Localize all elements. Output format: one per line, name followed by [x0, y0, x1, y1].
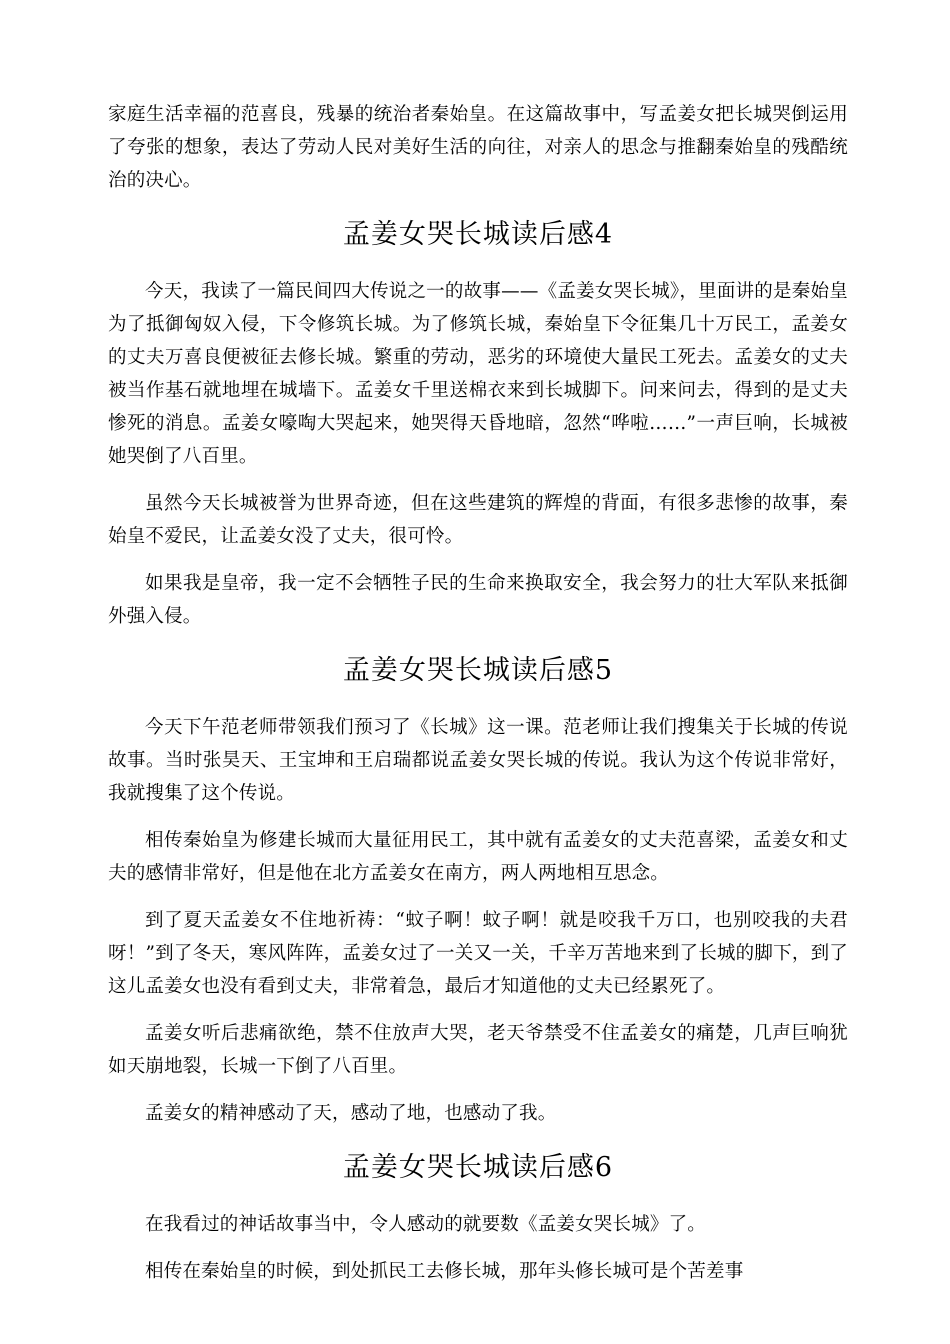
paragraph: 今天，我读了一篇民间四大传说之一的故事——《孟姜女哭长城》，里面讲的是秦始皇为了抵御匈奴入侵，下令修筑长城。为了修筑长城，秦始皇下令征集几十万民工，孟姜女的丈夫万喜良便被征去修长城。繁重的劳动，恶劣的环境使大量民工死去。孟姜女的丈夫被当作基石就地埋在城墙下。孟姜女千里送棉衣来到长城脚下。问来问去，得到的是丈夫惨死的消息。孟姜女嚎啕大哭起来，她哭得天昏地暗，忽然“哗啦……”一声巨响，长城被她哭倒了八百里。 [108, 281, 848, 467]
paragraph: 如果我是皇帝，我一定不会牺牲子民的生命来换取安全，我会努力的壮大军队来抵御外强入侵。 [108, 573, 848, 627]
paragraph: 孟姜女的精神感动了天，感动了地，也感动了我。 [145, 1103, 557, 1124]
paragraph: 相传在秦始皇的时候，到处抓民工去修长城，那年头修长城可是个苦差事 [145, 1261, 744, 1282]
paragraph: 今天下午范老师带领我们预习了《长城》这一课。范老师让我们搜集关于长城的传说故事。当时张昊天、王宝坤和王启瑞都说孟姜女哭长城的传说。我认为这个传说非常好，我就搜集了这个传说。 [108, 717, 848, 804]
paragraph: 相传秦始皇为修建长城而大量征用民工，其中就有孟姜女的丈夫范喜梁，孟姜女和丈夫的感情非常好，但是他在北方孟姜女在南方，两人两地相互思念。 [108, 830, 848, 884]
paragraph: 在我看过的神话故事当中，令人感动的就要数《孟姜女哭长城》了。 [145, 1214, 707, 1235]
document-body [108, 98, 848, 1302]
paragraph: 家庭生活幸福的范喜良，残暴的统治者秦始皇。在这篇故事中，写孟姜女把长城哭倒运用了夸张的想象，表达了劳动人民对美好生活的向往，对亲人的思念与推翻秦始皇的残酷统治的决心。 [108, 104, 848, 191]
paragraph: 孟姜女听后悲痛欲绝，禁不住放声大哭，老天爷禁受不住孟姜女的痛楚，几声巨响犹如天崩地裂，长城一下倒了八百里。 [108, 1023, 848, 1077]
paragraph: 虽然今天长城被誉为世界奇迹，但在这些建筑的辉煌的背面，有很多悲惨的故事，秦始皇不爱民，让孟姜女没了丈夫，很可怜。 [108, 493, 848, 547]
paragraph: 到了夏天孟姜女不住地祈祷：“蚊子啊！蚊子啊！就是咬我千万口，也别咬我的夫君呀！”到了冬天，寒风阵阵，孟姜女过了一关又一关，千辛万苦地来到了长城的脚下，到了这儿孟姜女也没有看到丈夫，非常着急，最后才知道他的丈夫已经累死了。 [108, 910, 848, 997]
section-title: 孟姜女哭长城读后感5 [342, 655, 614, 686]
section-title: 孟姜女哭长城读后感6 [342, 1152, 614, 1183]
section-title: 孟姜女哭长城读后感4 [342, 219, 614, 250]
